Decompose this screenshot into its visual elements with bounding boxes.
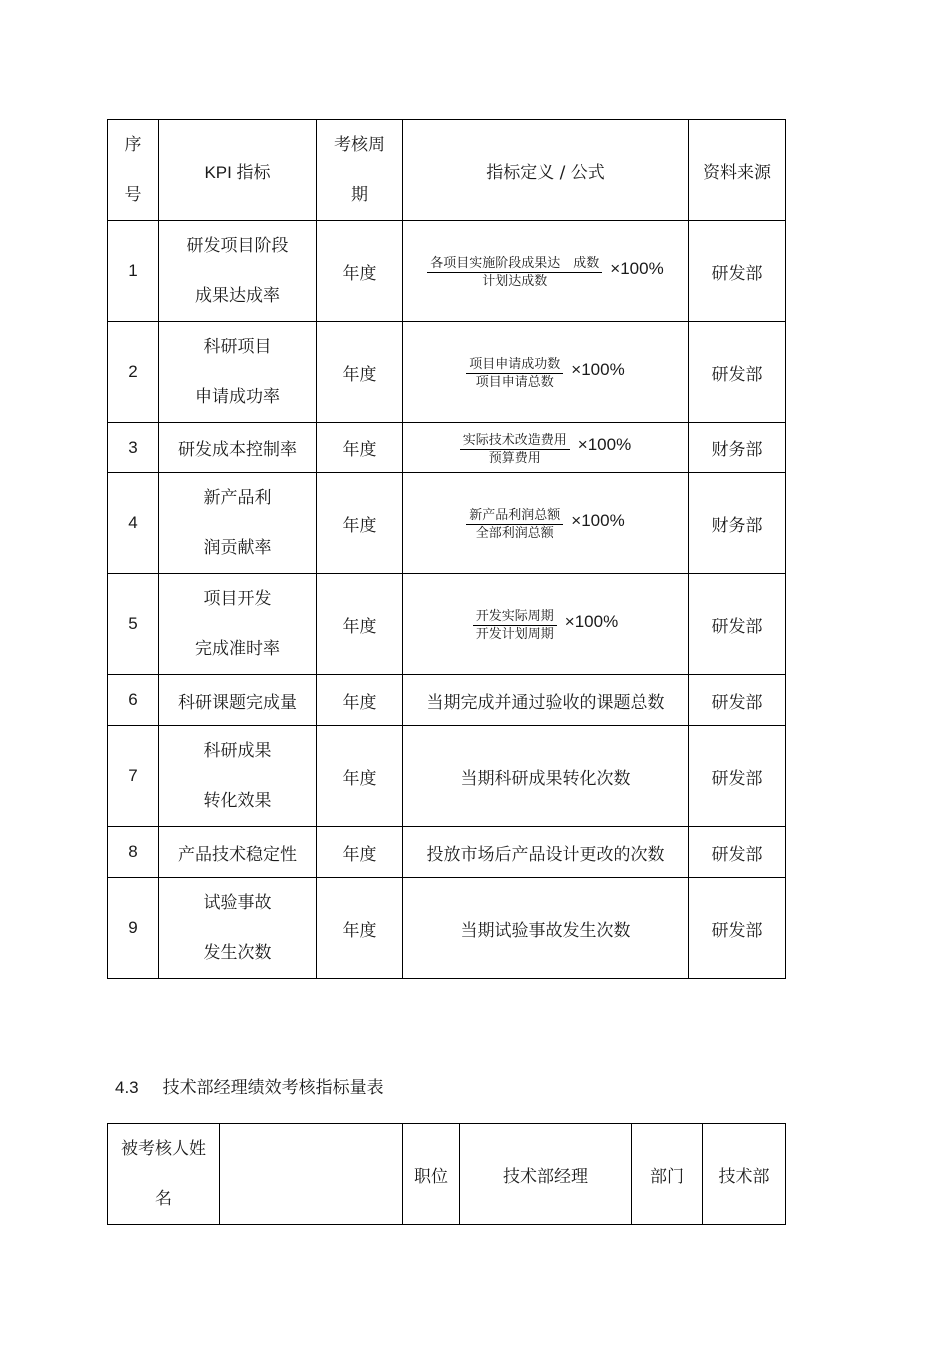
formula-denominator: 项目申请总数 xyxy=(475,375,554,390)
formula-denominator: 开发计划周期 xyxy=(475,627,554,642)
kpi-name: 试验事故 发生次数 xyxy=(159,878,317,979)
formula-numerator: 各项目实施阶段成果达 成数 xyxy=(427,255,602,273)
kpi-formula xyxy=(403,322,689,423)
review-period: 年度 xyxy=(317,574,403,675)
kpi-formula xyxy=(403,574,689,675)
formula-suffix: ×100% xyxy=(571,359,625,379)
row-number: 2 xyxy=(108,322,159,423)
table-row xyxy=(108,473,786,574)
data-source: 财务部 xyxy=(689,473,786,574)
formula-numerator: 实际技术改造费用 xyxy=(460,432,570,450)
row-number: 3 xyxy=(108,423,159,473)
row-number: 5 xyxy=(108,574,159,675)
kpi-table xyxy=(107,119,786,979)
formula-suffix: ×100% xyxy=(571,510,625,530)
formula-numerator: 新产品利润总额 xyxy=(466,507,563,525)
kpi-formula xyxy=(403,473,689,574)
kpi-definition: 投放市场后产品设计更改的次数 xyxy=(403,827,689,878)
kpi-name: 科研课题完成量 xyxy=(159,675,317,726)
header-seq: 序 号 xyxy=(108,120,159,221)
kpi-name: 科研项目 申请成功率 xyxy=(159,322,317,423)
review-period: 年度 xyxy=(317,221,403,322)
table-header-row xyxy=(108,120,786,221)
formula-numerator: 开发实际周期 xyxy=(473,608,557,626)
kpi-name: 产品技术稳定性 xyxy=(159,827,317,878)
formula-numerator: 项目申请成功数 xyxy=(466,356,563,374)
department-label: 部门 xyxy=(632,1124,703,1225)
row-number: 9 xyxy=(108,878,159,979)
header-definition: 指标定义 / 公式 xyxy=(403,120,689,221)
review-period: 年度 xyxy=(317,423,403,473)
kpi-name: 科研成果 转化效果 xyxy=(159,726,317,827)
row-number: 1 xyxy=(108,221,159,322)
position-label: 职位 xyxy=(403,1124,460,1225)
table-row xyxy=(108,574,786,675)
header-kpi: KPI 指标 xyxy=(159,120,317,221)
table-row xyxy=(108,221,786,322)
row-number: 6 xyxy=(108,675,159,726)
section-title: 技术部经理绩效考核指标量表 xyxy=(162,1078,384,1098)
row-number: 4 xyxy=(108,473,159,574)
table-row xyxy=(108,726,786,827)
review-period: 年度 xyxy=(317,878,403,979)
table-row xyxy=(108,878,786,979)
header-period: 考核周 期 xyxy=(317,120,403,221)
employee-name-value xyxy=(220,1124,403,1225)
table-row xyxy=(108,675,786,726)
kpi-name: 研发项目阶段 成果达成率 xyxy=(159,221,317,322)
table-row xyxy=(108,423,786,473)
position-value: 技术部经理 xyxy=(460,1124,632,1225)
table-row xyxy=(108,827,786,878)
data-source: 研发部 xyxy=(689,827,786,878)
review-period: 年度 xyxy=(317,473,403,574)
formula-suffix: ×100% xyxy=(577,435,632,454)
row-number: 7 xyxy=(108,726,159,827)
formula-suffix: ×100% xyxy=(564,611,619,631)
data-source: 研发部 xyxy=(689,878,786,979)
section-heading xyxy=(115,1073,384,1098)
formula-denominator: 全部利润总额 xyxy=(475,526,554,541)
employee-info-table xyxy=(107,1123,786,1225)
review-period: 年度 xyxy=(317,726,403,827)
department-value: 技术部 xyxy=(703,1124,786,1225)
header-source: 资料来源 xyxy=(689,120,786,221)
kpi-name: 项目开发 完成准时率 xyxy=(159,574,317,675)
review-period: 年度 xyxy=(317,827,403,878)
formula-denominator: 计划达成数 xyxy=(482,274,548,289)
kpi-definition: 当期科研成果转化次数 xyxy=(403,726,689,827)
data-source: 研发部 xyxy=(689,221,786,322)
kpi-formula xyxy=(403,423,689,473)
data-source: 研发部 xyxy=(689,322,786,423)
kpi-definition: 当期完成并通过验收的课题总数 xyxy=(403,675,689,726)
employee-info-row xyxy=(108,1124,786,1225)
review-period: 年度 xyxy=(317,675,403,726)
section-number: 4.3 xyxy=(115,1078,139,1097)
kpi-definition: 当期试验事故发生次数 xyxy=(403,878,689,979)
employee-name-label: 被考核人姓 名 xyxy=(108,1124,220,1225)
table-row xyxy=(108,322,786,423)
kpi-formula xyxy=(403,221,689,322)
data-source: 财务部 xyxy=(689,423,786,473)
data-source: 研发部 xyxy=(689,726,786,827)
formula-denominator: 预算费用 xyxy=(488,450,541,466)
kpi-name: 新产品利 润贡献率 xyxy=(159,473,317,574)
kpi-name: 研发成本控制率 xyxy=(159,423,317,473)
data-source: 研发部 xyxy=(689,675,786,726)
review-period: 年度 xyxy=(317,322,403,423)
row-number: 8 xyxy=(108,827,159,878)
formula-suffix: ×100% xyxy=(610,258,664,278)
data-source: 研发部 xyxy=(689,574,786,675)
